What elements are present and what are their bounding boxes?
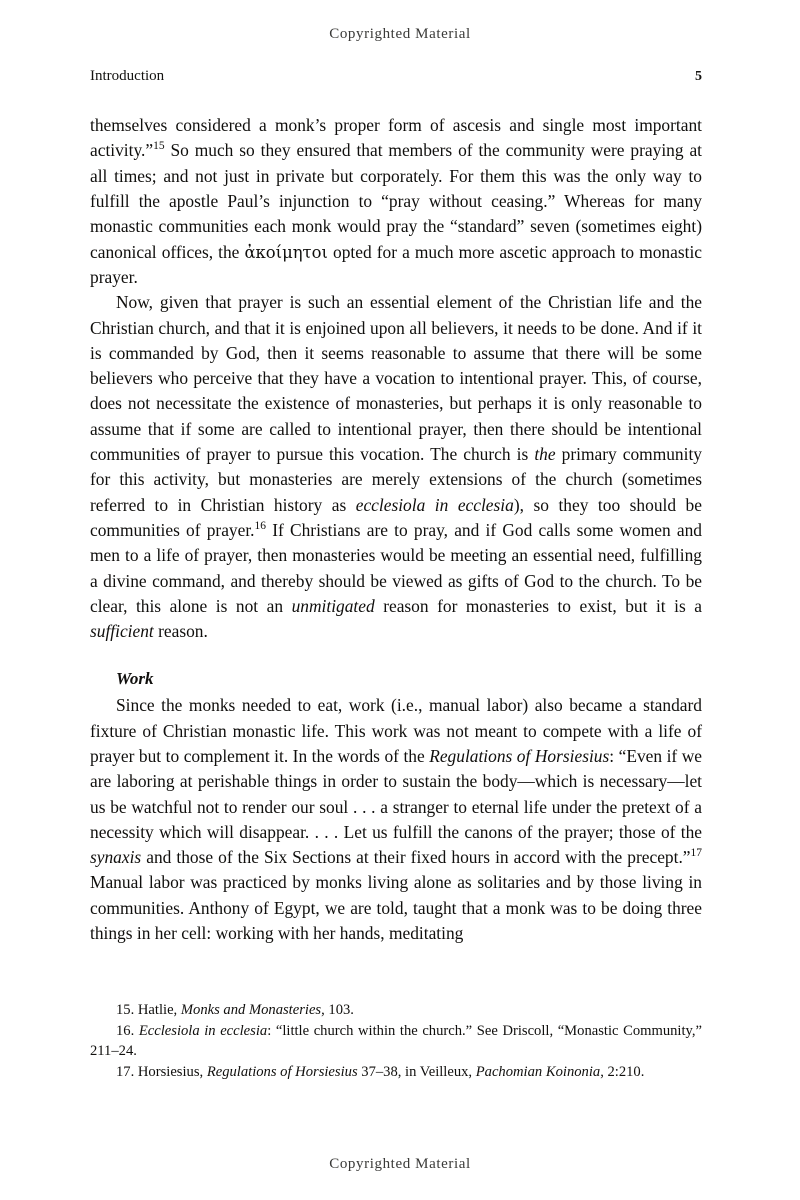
paragraph-prayer-vocation: Now, given that prayer is such an essential element of the Christian life and the Christian church, and that it is enjoined upon all believers, it needs to be done. And if it is commanded by God, then it seems reasonable to assume that there will be some believers who perceive that they have a vocation to intentional prayer. This, of course, does not necessitate the existence of monasteries, but perhaps it is only reasonable to assume that if some are called to intentional prayer, then there should be intentional communities of prayer to pursue this vocation. The church is the primary community for this activity, but monasteries are merely extensions of the church (sometimes referred to in Christian history as ecclesiola in ecclesia), so they too should be communities of prayer.$^{16}$ If Christians are to pray, and if God calls some women and men to a life of prayer, then monasteries would be meeting an essential need, fulfilling a divine command, and thereby should be viewed as gifts of God to the church. To be clear, this alone is not an unmitigated reason for monasteries to exist, but it is a sufficient reason. <box>90 292 702 642</box>
footnotes <box>90 1000 702 1083</box>
paragraph-continuation: themselves considered a monk’s proper form of ascesis and single most important activity.”$^{15}$ So much so they ensured that members of the community were praying at all times; and not just in private but corporately. For them this was the only way to fulfill the apostle Paul’s injunction to “pray without ceasing.” Whereas for many monastic communities each monk would pray the “standard” seven (sometimes eight) canonical offices, the ἀκοίμητοι opted for a much more ascetic approach to monastic prayer. <box>90 115 702 287</box>
body-text-column <box>90 113 702 946</box>
footnote-16: 16. Ecclesiola in ecclesia: “little church within the church.” See Driscoll, “Monastic Community,” 211–24. <box>90 1022 703 1060</box>
section-heading-work: Work <box>116 668 154 688</box>
running-head-title: Introduction <box>90 68 165 84</box>
footnote-15: 15. Hatlie, Monks and Monasteries, 103. <box>116 1002 354 1018</box>
footnote-17: 17. Horsiesius, Regulations of Horsiesius 37–38, in Veilleux, Pachomian Koinonia, 2:210. <box>116 1064 645 1081</box>
page-number: 5 <box>695 69 702 84</box>
copyright-watermark-top: Copyrighted Material <box>329 26 471 42</box>
paragraph-work: Since the monks needed to eat, work (i.e., manual labor) also became a standard fixture of Christian monastic life. This work was not meant to compete with a life of prayer but to complement it. In the words of the Regulations of Horsiesius: “Even if we are laboring at perishable things in order to sustain the body—which is necessary—let us be watchful not to render our soul . . . a stranger to eternal life under the pretext of a necessity which will disappear. . . . Let us fulfill the canons of the prayer; those of the synaxis and those of the Six Sections at their fixed hours in accord with the precept.”$^{17}$ Manual labor was practiced by monks living alone as solitaries and by those living in communities. Anthony of Egypt, we are told, taught that a monk was to be doing three things in her cell: working with her hands, meditating <box>90 695 702 944</box>
running-head <box>90 68 702 85</box>
copyright-watermark-bottom: Copyrighted Material <box>329 1156 471 1172</box>
